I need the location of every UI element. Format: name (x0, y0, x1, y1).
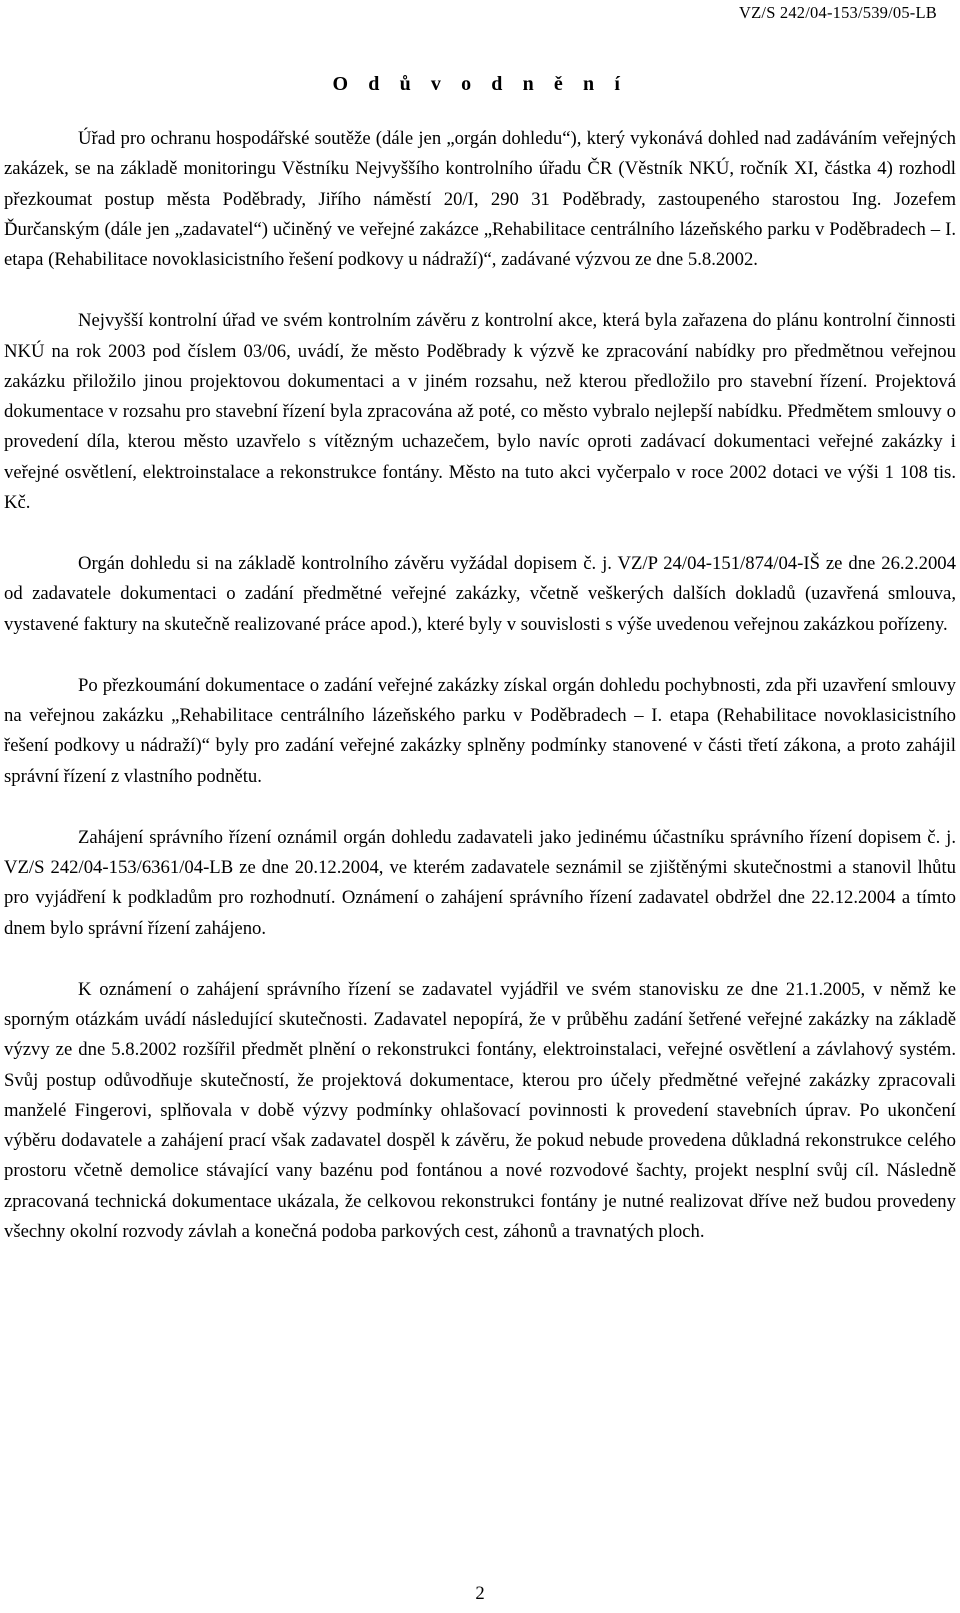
paragraph-5: Zahájení správního řízení oznámil orgán dohledu zadavateli jako jedinému účastníku správního řízení dopisem č. j. VZ/S 242/04-153/6361/04-LB ze dne 20.12.2004, ve kterém zadavatele seznámil se zjištěnými skutečnostmi a stanovil lhůtu pro vyjádření k podkladům pro rozhodnutí. Oznámení o zahájení správního řízení zadavatel obdržel dne 22.12.2004 a tímto dnem bylo správní řízení zahájeno. (4, 826, 956, 939)
document-body (4, 124, 956, 1278)
paragraph-4: Po přezkoumání dokumentace o zadání veřejné zakázky získal orgán dohledu pochybnosti, zda při uzavření smlouvy na veřejnou zakázku „Rehabilitace centrálního lázeňského parku v Poděbradech – I. etapa (Rehabilitace novoklasicistního řešení podkovy u nádraží)“ byly pro zadání veřejné zakázky splněny podmínky stanovené v části třetí zákona, a proto zahájil správní řízení z vlastního podnětu. (4, 674, 956, 787)
paragraph-1: Úřad pro ochranu hospodářské soutěže (dále jen „orgán dohledu“), který vykonává dohled nad zadáváním veřejných zakázek, se na základě monitoringu Věstníku Nejvyššího kontrolního úřadu ČR (Věstník NKÚ, ročník XI, částka 4) rozhodl přezkoumat postup města Poděbrady, Jiřího náměstí 20/I, 290 31 Poděbrady, zastoupeného starostou Ing. Jozefem Ďurčanským (dále jen „zadavatel“) učiněný ve veřejné zakázce „Rehabilitace centrálního lázeňského parku v Poděbradech – I. etapa (Rehabilitace novoklasicistního řešení podkovy u nádraží)“, zadávané výzvou ze dne 5.8.2002. (4, 128, 956, 270)
page-number: 2 (475, 1583, 485, 1604)
document-reference: VZ/S 242/04-153/539/05-LB (739, 3, 937, 22)
paragraph-3: Orgán dohledu si na základě kontrolního závěru vyžádal dopisem č. j. VZ/P 24/04-151/874/04-IŠ ze dne 26.2.2004 od zadavatele dokumentaci o zadání předmětné veřejné zakázky, včetně veškerých dalších dokladů (uzavřená smlouva, vystavené faktury na skutečně realizované práce apod.), které byly v souvislosti s výše uvedenou veřejnou zakázkou pořízeny. (4, 553, 956, 635)
paragraph-2: Nejvyšší kontrolní úřad ve svém kontrolním závěru z kontrolní akce, která byla zařazena do plánu kontrolní činnosti NKÚ na rok 2003 pod číslem 03/06, uvádí, že město Poděbrady k výzvě ke zpracování nabídky pro předmětnou veřejnou zakázku přiložilo jinou projektovou dokumentaci a v jiném rozsahu, než kterou předložilo pro stavební řízení. Projektová dokumentace v rozsahu pro stavební řízení byla zpracována až poté, co město vybralo nejlepší nabídku. Předmětem smlouvy o provedení díla, kterou město uzavřelo s vítězným uchazečem, bylo navíc oproti zadávací dokumentaci veřejné zakázky i veřejné osvětlení, elektroinstalace a rekonstrukce fontány. Město na tuto akci vyčerpalo v roce 2002 dotaci ve výši 1 108 tis. Kč. (4, 310, 956, 513)
section-title: O d ů v o d n ě n í (332, 73, 628, 95)
paragraph-6: K oznámení o zahájení správního řízení se zadavatel vyjádřil ve svém stanovisku ze dne 21.1.2005, v němž ke sporným otázkám uvádí následující skutečnosti. Zadavatel nepopírá, že v průběhu zadání šetřené veřejné zakázky na základě výzvy ze dne 5.8.2002 rozšířil předmět plnění o rekonstrukci fontány, elektroinstalaci, veřejné osvětlení a závlahový systém. Svůj postup odůvodňuje skutečností, že projektová dokumentace, kterou pro účely předmětné veřejné zakázky zpracovali manželé Fingerovi, splňovala v době výzvy podmínky ohlašovací povinnosti k provedení stavebních úprav. Po ukončení výběru dodavatele a zahájení prací však zadavatel dospěl k závěru, že pokud nebude provedena důkladná rekonstrukce celého prostoru včetně demolice stávající vany bazénu pod fontánou a nové rozvodové šachty, projekt nesplní svůj cíl. Následně zpracovaná technická dokumentace ukázala, že celkovou rekonstrukci fontány je nutné realizovat dříve než budou provedeny všechny okolní rozvody závlah a konečná podoba parkových cest, záhonů a travnatých ploch. (4, 978, 956, 1242)
